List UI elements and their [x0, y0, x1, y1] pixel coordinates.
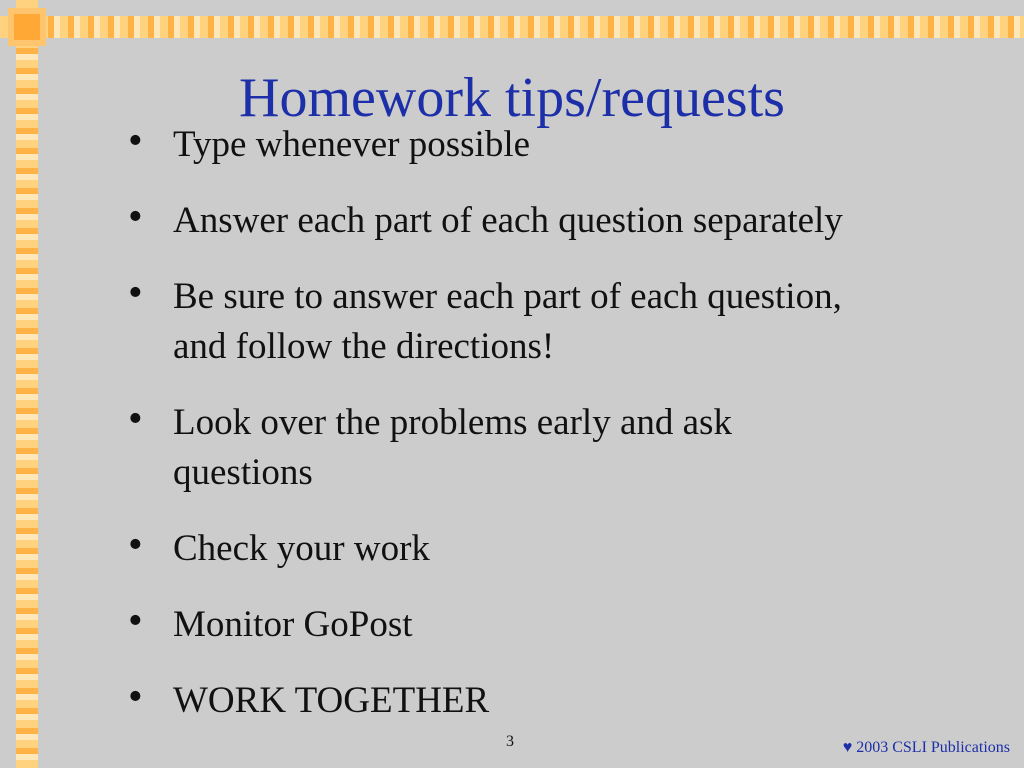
page-number: 3 — [506, 733, 514, 750]
bullet-item — [128, 524, 848, 574]
bullet-text: WORK TOGETHER — [173, 680, 490, 721]
bullet-text: Monitor GoPost — [173, 604, 413, 645]
slide-title: Homework tips/requests — [239, 67, 785, 129]
bullet-text: Look over the problems early and ask questions — [173, 402, 732, 493]
bullet-icon: • — [128, 598, 143, 644]
bullet-item — [128, 272, 848, 372]
bullet-text: Answer each part of each question separately — [173, 200, 843, 241]
bullet-icon: • — [128, 522, 143, 568]
bullet-text: Be sure to answer each part of each question, and follow the directions! — [173, 276, 842, 367]
bullet-icon: • — [128, 674, 143, 720]
bullet-icon: • — [128, 270, 143, 316]
decorative-corner — [8, 8, 46, 46]
bullet-text: Type whenever possible — [173, 124, 531, 165]
bullet-list — [128, 120, 848, 752]
bullet-text: Check your work — [173, 528, 430, 569]
bullet-icon: • — [128, 194, 143, 240]
bullet-icon: • — [128, 396, 143, 442]
bullet-item — [128, 600, 848, 650]
copyright-footer: ♥ 2003 CSLI Publications — [842, 739, 1010, 756]
bullet-item — [128, 196, 848, 246]
bullet-item — [128, 120, 848, 170]
bullet-item — [128, 676, 848, 726]
decorative-top-border — [0, 16, 1024, 38]
bullet-item — [128, 398, 848, 498]
bullet-icon: • — [128, 118, 143, 164]
